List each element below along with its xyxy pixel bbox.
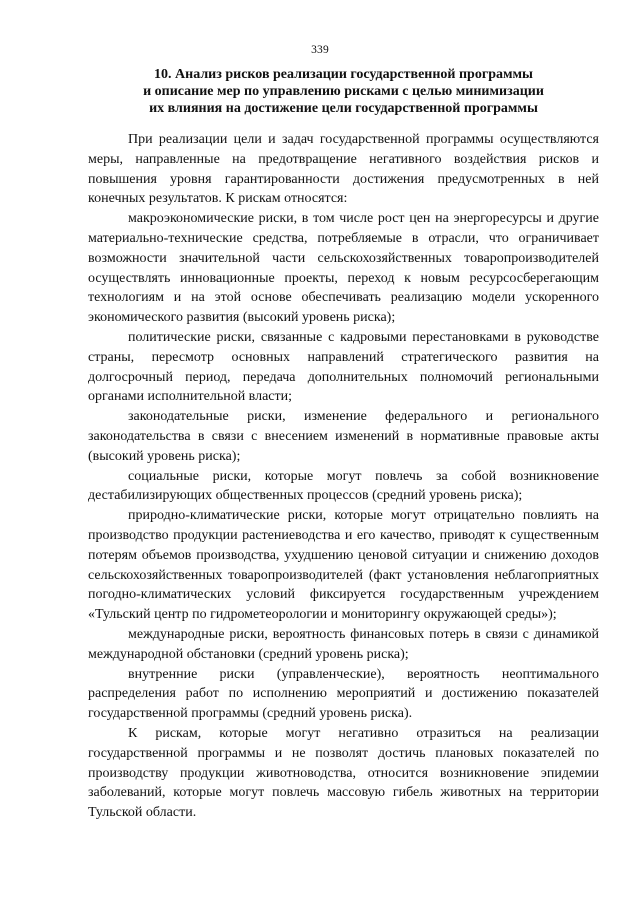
page-number: 339 xyxy=(311,44,329,56)
paragraph-international-risks: международные риски, вероятность финансовых потерь в связи с динамикой международной обстановки (средний уровень риска); xyxy=(88,626,599,662)
paragraph-social-risks: социальные риски, которые могут повлечь за собой возникновение дестабилизирующих общественных процессов (средний уровень риска); xyxy=(88,468,599,504)
section-heading xyxy=(88,66,599,117)
paragraph-macroeconomic-risks: макроэкономические риски, в том числе рост цен на энергоресурсы и другие материально-технические средства, потребляемые в отрасли, что ограничивает возможности значительной части сельскохозяйственных товаропроизводителей осуществлять инновационные проекты, переход к новым ресурсосберегающим технологиям и на этой основе обеспечивать реализацию модели ускоренного экономического развития (высокий уровень риска); xyxy=(88,211,599,326)
paragraph-livestock-risks: К рискам, которые могут негативно отразиться на реализации государственной программы и не позволят достичь плановых показателей по производству продукции животноводства, относится возникновение эпидемии заболеваний, которые могут повлечь массовую гибель животных на территории Тульской области. xyxy=(88,725,599,821)
paragraph-internal-risks: внутренние риски (управленческие), вероятность неоптимального распределения работ по исполнению мероприятий и достижению показателей государственной программы (средний уровень риска). xyxy=(88,666,599,722)
paragraph-intro: При реализации цели и задач государственной программы осуществляются меры, направленные на предотвращение негативного воздействия рисков и повышения уровня гарантированности достижения предусмотренных в ней конечных результатов. К рискам относятся: xyxy=(88,132,599,207)
body-text xyxy=(88,130,599,823)
section-heading-line-3: их влияния на достижение цели государственной программы xyxy=(149,101,538,116)
paragraph-climate-risks: природно-климатические риски, которые могут отрицательно повлиять на производство продукции растениеводства и его качество, приводят к существенным потерям объемов производства, ухудшению ценовой ситуации и снижению доходов сельскохозяйственных товаропроизводителей (факт установления неблагоприятных погодно-климатических условий фиксируется государственным учреждением «Тульский центр по гидрометеорологии и мониторингу окружающей среды»); xyxy=(88,508,599,623)
paragraph-political-risks: политические риски, связанные с кадровыми перестановками в руководстве страны, пересмотр основных направлений стратегического развития на долгосрочный период, передача дополнительных полномочий региональными органами исполнительной власти; xyxy=(88,329,599,405)
paragraph-legislative-risks: законодательные риски, изменение федерального и регионального законодательства в связи с внесением изменений в нормативные правовые акты (высокий уровень риска); xyxy=(88,409,599,464)
section-heading-line-1: 10. Анализ рисков реализации государственной программы xyxy=(154,67,533,82)
section-heading-line-2: и описание мер по управлению рисками с целью минимизации xyxy=(143,84,544,99)
